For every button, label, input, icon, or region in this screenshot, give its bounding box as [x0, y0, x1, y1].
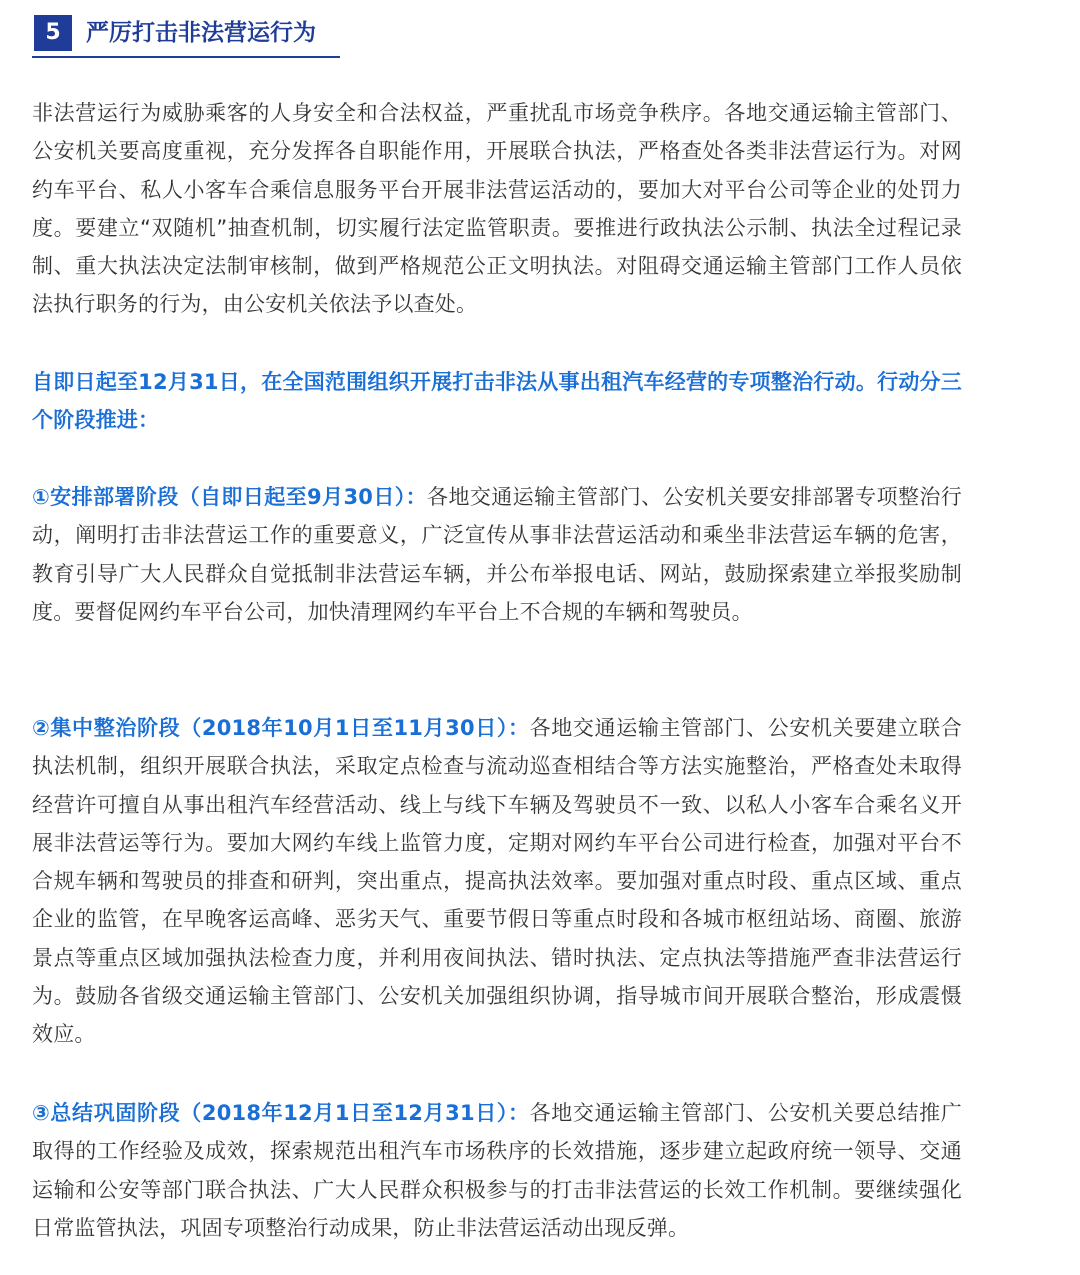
section-title: 严厉打击非法营运行为 — [86, 20, 316, 46]
section-header — [32, 0, 962, 60]
stage2-paragraph — [32, 709, 962, 1054]
stage2-body: 各地交通运输主管部门、公安机关要建立联合执法机制，组织开展联合执法，采取定点检查与流动巡查相结合等方法实施整治，严格查处未取得经营许可擅自从事出租汽车经营活动、线上与线下车辆及驾驶员不一致、以私人小客车合乘名义开展非法营运等行为。要加大网约车线上监管力度，定期对网约车平台公司进行检查，加强对平台不合规车辆和驾驶员的排查和研判，突出重点，提高执法效率。要加强对重点时段、重点区域、重点企业的监管，在早晚客运高峰、恶劣天气、重要节假日等重点时段和各城市枢纽站场、商圈、旅游景点等重点区域加强执法检查力度，并利用夜间执法、错时执法、定点执法等措施严查非法营运行为。鼓励各省级交通运输主管部门、公安机关加强组织协调，指导城市间开展联合整治，形成震慑效应。 — [32, 716, 962, 1047]
article — [32, 0, 962, 1240]
intro-paragraph: 非法营运行为威胁乘客的人身安全和合法权益，严重扰乱市场竞争秩序。各地交通运输主管部门、公安机关要高度重视，充分发挥各自职能作用，开展联合执法，严格查处各类非法营运行为。对网约车平台、私人小客车合乘信息服务平台开展非法营运活动的，要加大对平台公司等企业的处罚力度。要建立“双随机”抽查机制，切实履行法定监管职责。要推进行政执法公示制、执法全过程记录制、重大执法决定法制审核制，做到严格规范公正文明执法。对阻碍交通运输主管部门工作人员依法执行职务的行为，由公安机关依法予以查处。 — [32, 101, 962, 317]
stage1-paragraph — [32, 478, 962, 631]
stage3-lead: ③总结巩固阶段（2018年12月1日至12月31日）： — [32, 1101, 530, 1125]
stage2-lead: ②集中整治阶段（2018年10月1日至11月30日）： — [32, 716, 530, 740]
campaign-paragraph: 自即日起至12月31日，在全国范围组织开展打击非法从事出租汽车经营的专项整治行动。行动分三个阶段推进： — [32, 370, 962, 433]
stage1-body: 各地交通运输主管部门、公安机关要安排部署专项整治行动，阐明打击非法营运工作的重要意义，广泛宣传从事非法营运活动和乘坐非法营运车辆的危害，教育引导广大人民群众自觉抵制非法营运车辆，并公布举报电话、网站，鼓励探索建立举报奖励制度。要督促网约车平台公司，加快清理网约车平台上不合规的车辆和驾驶员。 — [32, 485, 962, 624]
stage3-paragraph — [32, 1094, 962, 1247]
stage1-lead: ①安排部署阶段（自即日起至9月30日）： — [32, 485, 428, 509]
section-number-badge: 5 — [34, 15, 72, 51]
stage3-body: 各地交通运输主管部门、公安机关要总结推广取得的工作经验及成效，探索规范出租汽车市场秩序的长效措施，逐步建立起政府统一领导、交通运输和公安等部门联合执法、广大人民群众积极参与的打击非法营运的长效工作机制。要继续强化日常监管执法，巩固专项整治行动成果，防止非法营运活动出现反弹。 — [32, 1101, 962, 1240]
section-title-underline — [32, 56, 340, 58]
